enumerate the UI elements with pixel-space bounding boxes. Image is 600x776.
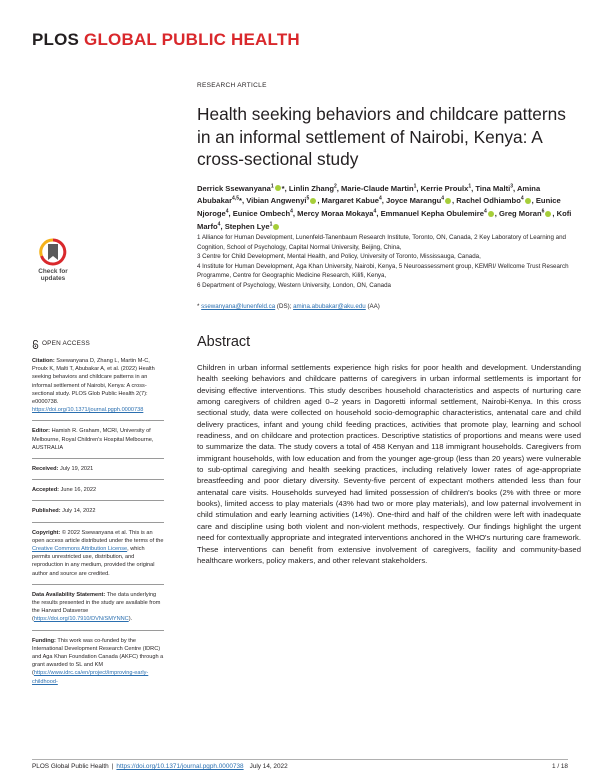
funding: Funding: This work was co-funded by the International Development Research Centre (IDRC) and Aga Khan Foundation Canada (AKFC) through a grant awarded to SL and KM (https://www.idrc.ca/en/project/improving-early-childhood- bbox=[32, 637, 164, 685]
published-date: Published: July 14, 2022 bbox=[32, 508, 96, 515]
affiliation-line: 6 Department of Psychology, Western University, London, ON, Canada bbox=[197, 281, 391, 289]
author: Rachel Odhiambo$^4$ , bbox=[456, 195, 536, 206]
author: Eunice Ombech$^4$, bbox=[232, 208, 298, 219]
author: Kerrie Proulx$^1$, bbox=[420, 183, 476, 193]
correspondence-note: (AA) bbox=[365, 303, 380, 310]
correspondence bbox=[197, 303, 577, 310]
author-name: Greg Moran bbox=[498, 209, 542, 219]
journal-prefix: PLOS bbox=[32, 30, 80, 49]
journal-name: GLOBAL PUBLIC HEALTH bbox=[84, 30, 300, 49]
author-name: Vibian Angwenyi bbox=[246, 196, 307, 206]
orcid-icon[interactable] bbox=[445, 198, 451, 204]
author: Vibian Angwenyi$^5$ , bbox=[246, 195, 322, 206]
article-title: Health seeking behaviors and childcare patterns in an informal settlement of Nairobi, Kenya: A cross-sectional study bbox=[197, 104, 566, 169]
divider bbox=[32, 458, 164, 459]
author: Eunice Njoroge$^4$, bbox=[197, 196, 561, 219]
affiliation-ref: 1 bbox=[270, 183, 274, 189]
author-name: Marie-Claude Martin bbox=[341, 183, 414, 193]
author: Margaret Kabue$^4$, bbox=[321, 195, 386, 206]
copyright: Copyright: © 2022 Ssewanyana et al. This is an open access article distributed under the terms of the Creative Commons Attribution License, which permits unrestricted use, distribution, and reproduction in any medium, provided the original author and source are credited. bbox=[32, 529, 164, 577]
footer-doi-link[interactable]: https://doi.org/10.1371/journal.pgph.0000738 bbox=[116, 763, 244, 770]
author-name: Tina Malti bbox=[475, 183, 511, 193]
footer-divider bbox=[32, 759, 568, 760]
divider bbox=[32, 500, 164, 501]
author: Derrick Ssewanyana$^1$ *, bbox=[197, 183, 289, 193]
author: Joyce Marangu$^4$ , bbox=[385, 195, 457, 206]
dataverse-link[interactable]: https://doi.org/10.7910/DVN/SMYNNC bbox=[33, 616, 129, 623]
author-name: Eunice Ombech bbox=[232, 209, 291, 219]
divider bbox=[32, 479, 164, 480]
affiliation-ref: 3 bbox=[510, 183, 513, 189]
article-info-sidebar bbox=[32, 340, 164, 692]
affiliation-ref: 1 bbox=[413, 183, 417, 189]
author: Mercy Moraa Mokaya$^4$, bbox=[297, 208, 381, 219]
affiliations bbox=[197, 233, 582, 291]
affiliation-ref: 4 bbox=[520, 195, 524, 202]
author: Kofi Marfo$^4$, bbox=[197, 209, 572, 232]
affiliation-ref: 1 bbox=[269, 221, 273, 228]
author-name: Kerrie Proulx bbox=[420, 183, 469, 193]
license-link[interactable]: Creative Commons Attribution License bbox=[32, 546, 128, 553]
author bbox=[225, 222, 281, 231]
divider bbox=[32, 522, 164, 523]
author: Marie-Claude Martin$^1$, bbox=[341, 183, 421, 193]
author: Greg Moran$^6$ , bbox=[498, 208, 557, 219]
orcid-icon[interactable] bbox=[310, 198, 316, 204]
author-name: Eunice Njoroge bbox=[197, 196, 561, 219]
correspondence-mark: * bbox=[197, 303, 202, 310]
affiliation-ref: 6 bbox=[541, 208, 545, 215]
footer-separator: | bbox=[111, 763, 114, 770]
abstract-heading: Abstract bbox=[197, 334, 251, 350]
footer-journal: PLOS Global Public Health bbox=[32, 763, 109, 770]
abstract-text: Children in urban informal settlements experience high risks for poor health and development. Understanding health seeking behaviors and childcare patterns of caregivers in urban informal settlements is important for devising effective interventions. This study describes household characteristics and aspects of nurturing care among caregivers of children aged 0–2 years in Dagoretti informal settlement, Nairobi-Kenya. In this cross sectional study, data were collected on household socio-demographic characteristics, antenatal care and child delivery practices, infant and young child feeding practices, activities that promote play, learning and school readiness, and on childcare and protection practices. Descriptive statistics of proportions and means were used to summarize the data. The study covers a total of 458 Kenyan and 118 immigrant households. Caregivers from immigrant households, with low education and from the younger age-group (less than 20 years) were vulnerable to sub-optimal caregiving and health seeking practices, including relatively lower rates of age-appropriate breastfeeding and poor dietary diversity. Seventy-five percent of expectant mothers attended less than four antenatal care visits. Households surveyed had limited possession of children's books (2% with three or more books), limited access to play materials (43% had two or more play materials), and low paternal involvement in child stimulation and early learning activities (14%). One-third and half of the children were left with inadequate care and discipline using both violent and non-violent methods, respectively. Our findings highlight the urgent need for contextually appropriate and integrated interventions anchored in the WHO's nurturing care framework. These interventions can benefit from extensive involvement of caregivers, facility and community-based healthcare workers, policy makers, and other relevant stakeholders. bbox=[197, 363, 581, 565]
affiliation-ref: 4 bbox=[373, 208, 377, 215]
badge-label: Check for updates bbox=[38, 268, 68, 283]
check-for-updates-badge[interactable] bbox=[32, 238, 74, 286]
affiliation-ref: 4 bbox=[225, 208, 229, 215]
correspondence-note: (DS); bbox=[275, 303, 294, 310]
author: Amina Abubakar$^{4,5}$*, bbox=[197, 183, 541, 206]
divider bbox=[32, 584, 164, 585]
corresponding-mark: * bbox=[238, 196, 242, 206]
editor: Editor: Hamish R. Graham, MCRI, University of Melbourne, Royal Children's Hospital Melbourne, AUSTRALIA bbox=[32, 428, 154, 451]
divider bbox=[32, 420, 164, 421]
orcid-icon[interactable] bbox=[488, 211, 494, 217]
affiliation-line: 1 Alliance for Human Development, Lunenfeld-Tanenbaum Research Institute, Toronto, ON, Canada, 2 Key Laboratory of Learning and Cognition, School of Psychology, Capital Normal University, Beijing, China, bbox=[197, 234, 566, 251]
author-name: Derrick Ssewanyana bbox=[197, 183, 271, 193]
article-type: RESEARCH ARTICLE bbox=[197, 82, 267, 89]
divider bbox=[32, 630, 164, 631]
author-name: Kofi Marfo bbox=[197, 209, 572, 232]
author: Tina Malti$^3$, bbox=[475, 183, 517, 193]
author-name: Emmanuel Kepha Obulemire bbox=[380, 209, 484, 219]
author-name: Mercy Moraa Mokaya bbox=[297, 209, 374, 219]
citation: Citation: Ssewanyana D, Zhang L, Martin M-C, Proulx K, Malti T, Abubakar A, et al. (2022) Health seeking behaviors and childcare patterns in an informal settlement of Nairobi, Kenya: A cross-sectional study. PLOS Glob Public Health 2(7): e0000738. https://doi.org/10.1371/journal.pgph.0000738 bbox=[32, 358, 155, 414]
affiliation-line: 3 Centre for Child Development, Mental Health, and Policy, University of Toronto, Mississauga, Canada, bbox=[197, 253, 481, 261]
citation-doi-link[interactable]: https://doi.org/10.1371/journal.pgph.0000738 bbox=[32, 407, 144, 414]
affiliation-ref: 4 bbox=[441, 195, 445, 202]
received-date: Received: July 19, 2021 bbox=[32, 466, 94, 473]
page-footer bbox=[32, 763, 568, 770]
author: Emmanuel Kepha Obulemire$^4$ , bbox=[380, 208, 499, 219]
affiliation-ref: 1 bbox=[468, 183, 472, 189]
affiliation-ref: 4 bbox=[290, 208, 293, 215]
accepted-date: Accepted: June 16, 2022 bbox=[32, 487, 97, 494]
orcid-icon[interactable] bbox=[275, 185, 281, 191]
journal-header bbox=[32, 30, 300, 50]
affiliation-ref: 4 bbox=[378, 195, 382, 202]
open-access-label: OPEN ACCESS bbox=[32, 340, 164, 349]
page-number: 1 / 18 bbox=[552, 763, 568, 770]
author-name: Joyce Marangu bbox=[385, 196, 442, 206]
affiliation-ref: 5 bbox=[306, 195, 310, 202]
check-for-updates-icon bbox=[32, 238, 74, 268]
author-name: Rachel Odhiambo bbox=[456, 196, 521, 206]
author-name: Amina Abubakar bbox=[197, 183, 541, 206]
affiliation-ref: 4 bbox=[483, 208, 487, 215]
affiliation-ref: 4 bbox=[217, 221, 221, 228]
orcid-icon[interactable] bbox=[545, 211, 551, 217]
author-name: Linlin Zhang bbox=[288, 183, 334, 193]
footer-date: July 14, 2022 bbox=[249, 763, 288, 770]
orcid-icon[interactable] bbox=[525, 198, 531, 204]
author-name: Stephen Lye bbox=[224, 222, 270, 232]
email-link-ds[interactable]: ssewanyana@lunenfeld.ca bbox=[201, 303, 276, 310]
corresponding-mark: * bbox=[281, 183, 285, 193]
email-link-aa[interactable]: amina.abubakar@aku.edu bbox=[293, 303, 366, 310]
affiliation-ref: 4,5 bbox=[232, 195, 239, 202]
funding-link[interactable]: https://www.idrc.ca/en/project/improving-early-childhood- bbox=[32, 670, 149, 685]
author: Linlin Zhang$^2$, bbox=[288, 183, 342, 193]
data-availability: Data Availability Statement: The data underlying the results presented in the study are available from the Harvard Dataverse (https://doi.org/10.7910/DVN/SMYNNC). bbox=[32, 591, 161, 623]
author-list bbox=[197, 181, 572, 233]
author-name: Margaret Kabue bbox=[321, 196, 379, 206]
open-lock-icon bbox=[32, 340, 39, 349]
affiliation-ref: 2 bbox=[334, 183, 337, 189]
affiliation-line: 4 Institute for Human Development, Aga Khan University, Nairobi, Kenya, 5 Neuroassessment group, KEMRI/ Wellcome Trust Research Programme, Centre for Geographic Medicine Research, Kilifi, Kenya, bbox=[197, 262, 569, 280]
orcid-icon[interactable] bbox=[273, 224, 279, 230]
